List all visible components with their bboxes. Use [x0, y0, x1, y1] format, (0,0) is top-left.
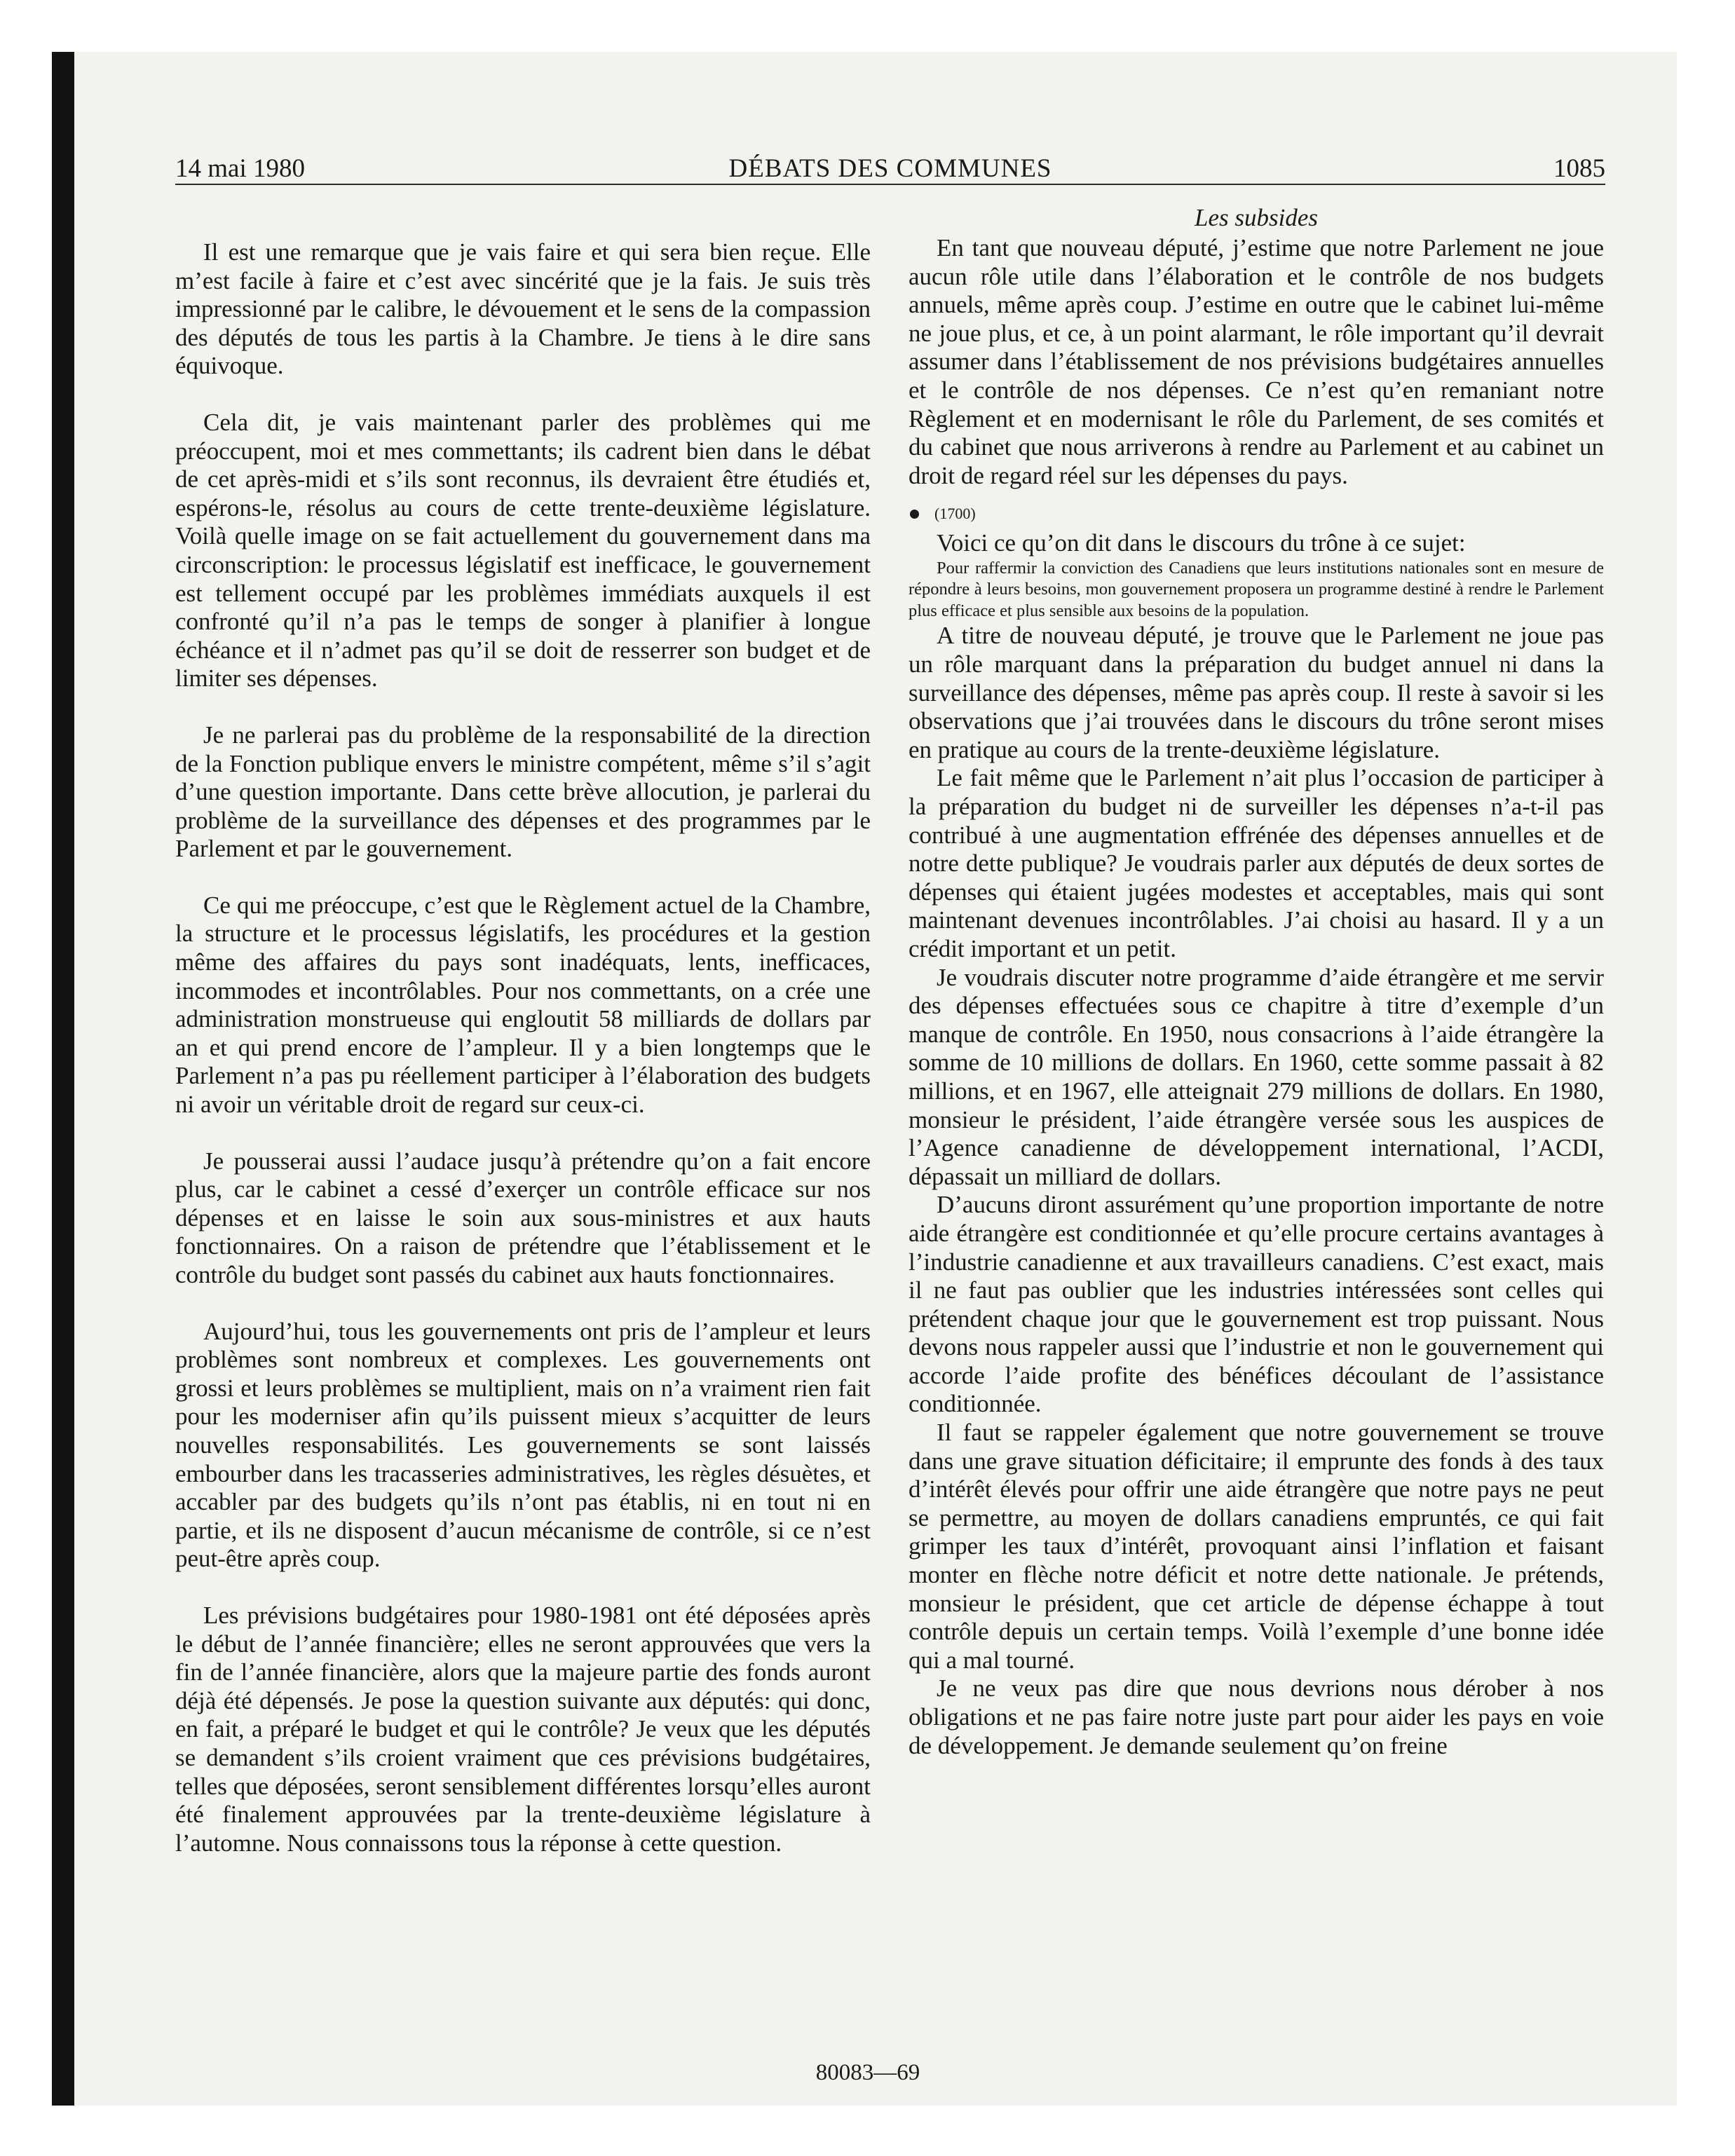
paragraph: A titre de nouveau député, je trouve que le Parlement ne joue pas un rôle marquant dans la préparation du budget annuel ni dans la surveillance des dépenses, même pas après coup. Il reste à savoir si les observations que j’ai trouvées dans le discours du trône seront mises en pratique au cours de la trente-deuxième législature.: [909, 622, 1604, 763]
paragraph: Ce qui me préoccupe, c’est que le Règlement actuel de la Chambre, la structure et le processus législatifs, les procédures et la gestion même des affaires du pays sont inadéquats, lents, inefficaces, incommodes et incontrôlables. Pour nos commettants, on a crée une administration monstrueuse qui engloutit 58 milliards de dollars par an et qui prend encore de l’ampleur. Il y a bien longtemps que le Parlement n’a pas pu réellement participer à l’élaboration des budgets ni avoir un véritable droit de regard sur ceux-ci.: [175, 891, 871, 1119]
paragraph: Les prévisions budgétaires pour 1980-1981 ont été déposées après le début de l’année financière; elles ne seront approuvées que vers la fin de l’année financière, alors que la majeure partie des fonds auront déjà été dépensés. Je pose la question suivante aux députés: qui donc, en fait, a préparé le budget et qui le contrôle? Je veux que les députés se demandent s’ils croient vraiment que ces prévisions budgétaires, telles que déposées, seront sensiblement différentes lorsqu’elles auront été finalement approuvées par la trente-deuxième législature à l’automne. Nous connaissons tous la réponse à cette question.: [175, 1601, 871, 1857]
paragraph: Le fait même que le Parlement n’ait plus l’occasion de participer à la préparation du budget ni de surveiller les dépenses n’a-t-il pas contribué à une augmentation effrénée des dépenses annuelles et de notre dette publique? Je voudrais parler aux députés de deux sortes de dépenses qui étaient jugées modestes et acceptables, mais qui sont maintenant devenues incontrôlables. J’ai choisi au hasard. Il y a un crédit important et un petit.: [909, 764, 1604, 962]
paragraph: Il est une remarque que je vais faire et qui sera bien reçue. Elle m’est facile à faire et c’est avec sincérité que je la fais. Je suis très impressionné par le calibre, le dévouement et le sens de la compassion des députés de tous les partis à la Chambre. Je tiens à le dire sans équivoque.: [175, 238, 871, 380]
header-title: DÉBATS DES COMMUNES: [728, 154, 1052, 183]
header-date: 14 mai 1980: [175, 154, 305, 183]
paragraph: Cela dit, je vais maintenant parler des problèmes qui me préoccupent, moi et mes commettants; ils cadrent bien dans le débat de cet après-midi et s’ils sont reconnus, ils devraient être étudiés et, espérons-le, résolus au cours de cette trente-deuxième législature. Voilà quelle image on se fait actuellement du gouvernement dans ma circonscription: le processus législatif est inefficace, le gouvernement est tellement occupé par les problèmes immédiats auxquels il est confronté qu’il n’a pas le temps de songer à planifier à longue échéance et il n’admet pas qu’il se doit de resserrer son budget et de limiter ses dépenses.: [175, 408, 871, 692]
quote-intro: Voici ce qu’on dit dans le discours du trône à ce sujet:: [937, 529, 1466, 557]
header-page-number: 1085: [1553, 154, 1605, 183]
page-footer-code: 80083—69: [815, 2060, 920, 2085]
bullet-dot-icon: [910, 510, 919, 519]
running-head: Les subsides: [1195, 204, 1318, 231]
time-marker-label: (1700): [934, 505, 976, 523]
block-quote: Pour raffermir la conviction des Canadiens que leurs institutions nationales sont en mesure de répondre à leurs besoins, mon gouvernement proposera un programme destiné à rendre le Parlement plus efficace et plus sensible aux besoins de la population.: [909, 558, 1604, 620]
header-rule: [175, 184, 1605, 185]
paragraph: Je ne veux pas dire que nous devrions nous dérober à nos obligations et ne pas faire notre juste part pour aider les pays en voie de développement. Je demande seulement qu’on freine: [909, 1674, 1604, 1759]
left-column: [175, 238, 871, 1885]
paragraph: Je ne parlerai pas du problème de la responsabilité de la direction de la Fonction publique envers le ministre compétent, même s’il s’agit d’une question importante. Dans cette brève allocution, je parlerai du problème de la surveillance des dépenses et des programmes par le Parlement et par le gouvernement.: [175, 721, 871, 863]
paragraph: En tant que nouveau député, j’estime que notre Parlement ne joue aucun rôle utile dans l’élaboration et le contrôle de nos budgets annuels, même après coup. J’estime en outre que le cabinet lui-même ne joue plus, et ce, à un point alarmant, le rôle important qu’il devrait assumer dans l’établissement de nos prévisions budgétaires annuelles et le contrôle de nos dépenses. Ce n’est qu’en remaniant notre Règlement et en modernisant le rôle du Parlement, de ses comités et du cabinet que nous arriverons à rendre au Parlement et au cabinet un droit de regard réel sur les dépenses du pays.: [909, 234, 1604, 489]
paragraph: D’aucuns diront assurément qu’une proportion importante de notre aide étrangère est conditionnée et qu’elle procure certains avantages à l’industrie canadienne et aux travailleurs canadiens. C’est exact, mais il ne faut pas oublier que les industries intéressées sont celles qui prétendent chaque jour que le gouvernement est trop puissant. Nous devons nous rappeler aussi que l’industrie et non le gouvernement qui accorde l’aide profite des bénéfices découlant de l’assistance conditionnée.: [909, 1191, 1604, 1418]
paragraph: Je pousserai aussi l’audace jusqu’à prétendre qu’on a fait encore plus, car le cabinet a cessé d’exerçer un contrôle efficace sur nos dépenses et en laisse le soin aux sous-ministres et aux hauts fonctionnaires. On a raison de prétendre que l’établissement et le contrôle du budget sont passés du cabinet aux hauts fonctionnaires.: [175, 1147, 871, 1288]
paragraph: Il faut se rappeler également que notre gouvernement se trouve dans une grave situation déficitaire; il emprunte des fonds à des taux d’intérêt élevés pour offrir une aide étrangère que notre pays ne peut se permettre, au moyen de dollars canadiens empruntés, ce qui fait grimper les taux d’intérêt, provoquant ainsi l’inflation et faisant monter en flèche notre déficit et notre dette nationale. Je prétends, monsieur le président, que cet article de dépense échappe à tout contrôle depuis un certain temps. Voilà l’exemple d’une bonne idée qui a mal tourné.: [909, 1419, 1604, 1674]
time-marker: [909, 500, 1604, 528]
paragraph: Aujourd’hui, tous les gouvernements ont pris de l’ampleur et leurs problèmes sont nombreux et complexes. Les gouvernements ont grossi et leurs problèmes se multiplient, mais on n’a vraiment rien fait pour les moderniser afin qu’ils puissent mieux s’acquitter de leurs nouvelles responsabilités. Les gouvernements se sont laissés embourber dans les tracasseries administratives, les règles désuètes, et accabler par des budgets qu’ils n’ont pas établis, ni en tout ni en partie, et ils ne disposent d’aucun mécanisme de contrôle, si ce n’est peut-être après coup.: [175, 1317, 871, 1573]
paragraph: Je voudrais discuter notre programme d’aide étrangère et me servir des dépenses effectuées sous ce chapitre à titre d’exemple d’un manque de contrôle. En 1950, nous consacrions à l’aide étrangère la somme de 10 millions de dollars. En 1960, cette somme passait à 82 millions, et en 1967, elle atteignait 279 millions de dollars. En 1980, monsieur le président, l’aide étrangère versée sous les auspices de l’Agence canadienne de développement international, l’ACDI, dépassait un milliard de dollars.: [909, 963, 1604, 1190]
binding-edge: [52, 52, 74, 2106]
right-column: [909, 203, 1604, 1760]
